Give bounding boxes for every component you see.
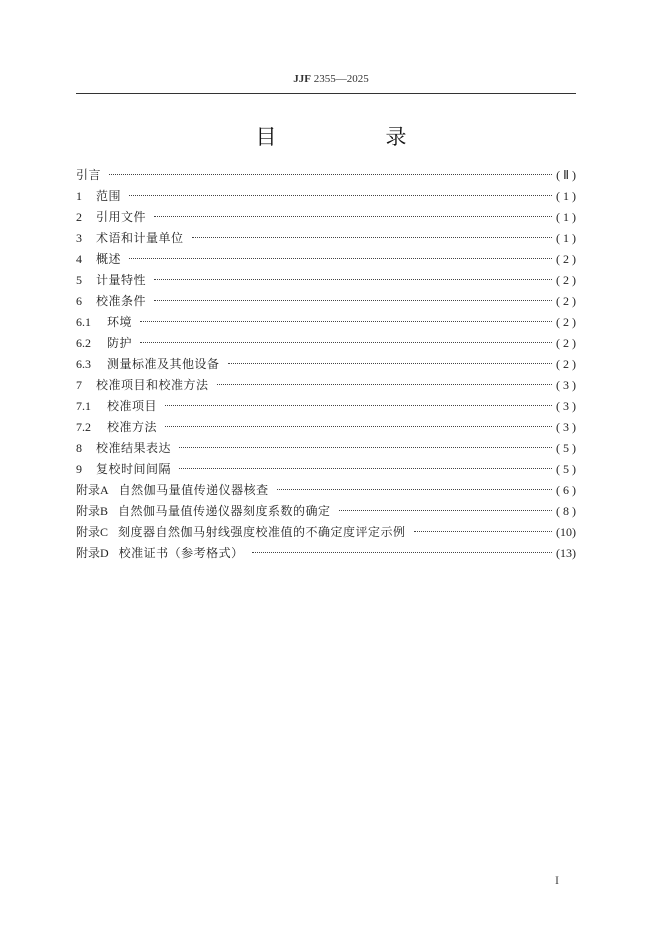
toc-entry-number: 7: [76, 378, 82, 392]
toc-entry[interactable]: [76, 312, 576, 333]
toc-leader-dots: [140, 321, 552, 322]
toc-entry[interactable]: [76, 543, 576, 564]
toc-entry-page: ( Ⅱ ): [556, 168, 576, 182]
toc-entry-number: 6.3: [76, 357, 91, 371]
toc-entry-number: 附录C: [76, 525, 109, 539]
toc-leader-dots: [228, 363, 552, 364]
toc-entry-page: ( 2 ): [556, 294, 576, 308]
toc-leader-dots: [165, 426, 552, 427]
standard-number: 2355—2025: [313, 73, 369, 85]
toc-entry[interactable]: [76, 438, 576, 459]
toc-entry-number: 4: [76, 252, 82, 266]
toc-entry-title: 引用文件: [96, 210, 147, 224]
toc-entry-title: 校准项目: [107, 399, 158, 413]
toc-entry-page: ( 2 ): [556, 357, 576, 371]
toc-entry[interactable]: [76, 249, 576, 270]
toc-leader-dots: [179, 468, 552, 469]
toc-entry-page: ( 6 ): [556, 483, 576, 497]
toc-entry-title: 复校时间间隔: [96, 462, 172, 476]
toc-entry-number: 3: [76, 231, 82, 245]
toc-entry-title: 引言: [76, 168, 102, 182]
toc-entry-page: ( 5 ): [556, 441, 576, 455]
toc-entry-page: ( 3 ): [556, 399, 576, 413]
toc-entry-page: ( 1 ): [556, 210, 576, 224]
toc-entry-page: ( 8 ): [556, 504, 576, 518]
toc-entry[interactable]: [76, 501, 576, 522]
toc-entry-title: 测量标准及其他设备: [107, 357, 220, 371]
table-of-contents: [76, 165, 576, 564]
toc-entry-title: 校准条件: [96, 294, 147, 308]
toc-entry[interactable]: [76, 207, 576, 228]
toc-entry-number: 附录D: [76, 546, 109, 560]
toc-entry-page: (13): [556, 546, 576, 560]
toc-entry-title: 刻度器自然伽马射线强度校准值的不确定度评定示例: [118, 525, 406, 539]
toc-entry-title: 防护: [107, 336, 133, 350]
toc-entry[interactable]: [76, 522, 576, 543]
toc-entry-title: 环境: [107, 315, 133, 329]
toc-entry[interactable]: [76, 228, 576, 249]
toc-entry-title: 术语和计量单位: [96, 231, 184, 245]
toc-entry-number: 附录A: [76, 483, 109, 497]
toc-entry[interactable]: [76, 396, 576, 417]
toc-entry-page: ( 5 ): [556, 462, 576, 476]
toc-leader-dots: [414, 531, 552, 532]
toc-leader-dots: [217, 384, 552, 385]
toc-leader-dots: [165, 405, 552, 406]
toc-entry-title: 校准方法: [107, 420, 158, 434]
page-number: I: [555, 873, 559, 887]
toc-entry-page: (10): [556, 525, 576, 539]
toc-leader-dots: [109, 174, 552, 175]
toc-leader-dots: [339, 510, 552, 511]
toc-entry-title: 校准项目和校准方法: [96, 378, 209, 392]
toc-entry-page: ( 1 ): [556, 189, 576, 203]
toc-leader-dots: [154, 279, 552, 280]
toc-entry-page: ( 2 ): [556, 273, 576, 287]
toc-entry-title: 自然伽马量值传递仪器核查: [118, 483, 269, 497]
toc-entry-number: 6.2: [76, 336, 91, 350]
toc-entry-number: 9: [76, 462, 82, 476]
toc-entry-title: 概述: [96, 252, 122, 266]
toc-entry-page: ( 3 ): [556, 378, 576, 392]
toc-leader-dots: [179, 447, 552, 448]
toc-entry[interactable]: [76, 333, 576, 354]
toc-leader-dots: [252, 552, 552, 553]
toc-entry-page: ( 1 ): [556, 231, 576, 245]
toc-entry-number: 6: [76, 294, 82, 308]
toc-entry-number: 7.1: [76, 399, 91, 413]
toc-entry[interactable]: [76, 270, 576, 291]
toc-entry-page: ( 2 ): [556, 252, 576, 266]
toc-entry[interactable]: [76, 480, 576, 501]
document-header: [0, 73, 662, 85]
toc-entry[interactable]: [76, 354, 576, 375]
toc-leader-dots: [129, 258, 552, 259]
toc-entry-page: ( 3 ): [556, 420, 576, 434]
toc-entry-title: 校准结果表达: [96, 441, 172, 455]
toc-entry-title: 校准证书（参考格式）: [118, 546, 244, 560]
toc-entry-title: 计量特性: [96, 273, 147, 287]
page-title: 目 录: [255, 125, 451, 149]
toc-entry-number: 2: [76, 210, 82, 224]
toc-entry[interactable]: [76, 417, 576, 438]
toc-leader-dots: [154, 300, 552, 301]
toc-leader-dots: [140, 342, 552, 343]
toc-leader-dots: [277, 489, 552, 490]
toc-leader-dots: [154, 216, 552, 217]
toc-entry-number: 附录B: [76, 504, 109, 518]
toc-entry-number: 8: [76, 441, 82, 455]
standard-code: JJF: [293, 73, 311, 85]
toc-entry-page: ( 2 ): [556, 315, 576, 329]
toc-entry[interactable]: [76, 291, 576, 312]
toc-entry[interactable]: [76, 186, 576, 207]
toc-entry-number: 6.1: [76, 315, 91, 329]
toc-entry[interactable]: [76, 165, 576, 186]
toc-entry-page: ( 2 ): [556, 336, 576, 350]
toc-entry-number: 5: [76, 273, 82, 287]
header-divider: [76, 93, 576, 94]
toc-entry[interactable]: [76, 375, 576, 396]
toc-leader-dots: [129, 195, 552, 196]
toc-entry-number: 7.2: [76, 420, 91, 434]
toc-entry-title: 范围: [96, 189, 122, 203]
toc-leader-dots: [192, 237, 552, 238]
toc-entry[interactable]: [76, 459, 576, 480]
toc-entry-number: 1: [76, 189, 82, 203]
toc-entry-title: 自然伽马量值传递仪器刻度系数的确定: [118, 504, 331, 518]
